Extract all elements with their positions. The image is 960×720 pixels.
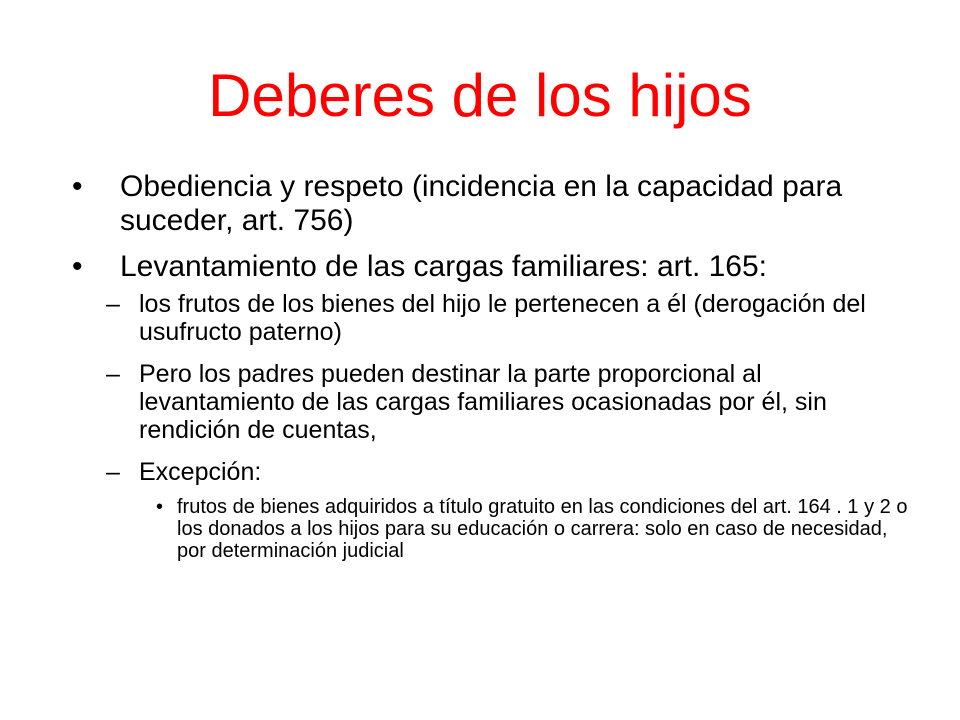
bullet-list bbox=[72, 170, 912, 572]
sub-bullet-item bbox=[106, 458, 912, 486]
dash-marker: – bbox=[106, 290, 120, 318]
bullet-marker: • bbox=[72, 250, 83, 283]
sub-sub-bullet-text: frutos de bienes adquiridos a título gratuito en las condiciones del art. 164 . 1 y 2 o los donados a los hijos para su educación o carrera: solo en caso de necesidad, por determinación judicial bbox=[177, 496, 908, 562]
bullet-marker: • bbox=[72, 170, 83, 203]
bullet-item bbox=[72, 170, 912, 238]
sub-bullet-text: Pero los padres pueden destinar la parte proporcional al levantamiento de las cargas familiares ocasionadas por él, sin rendición de cuentas, bbox=[139, 360, 827, 444]
bullet-text: Obediencia y respeto (incidencia en la capacidad para suceder, art. 756) bbox=[120, 170, 843, 237]
sub-bullet-text: los frutos de los bienes del hijo le pertenecen a él (derogación del usufructo paterno) bbox=[139, 290, 866, 346]
sub-bullet-text: Excepción: bbox=[139, 458, 262, 486]
bullet-marker: • bbox=[156, 496, 164, 518]
sub-bullet-item bbox=[106, 360, 912, 444]
sub-sub-bullet-item bbox=[156, 496, 912, 562]
bullet-text: Levantamiento de las cargas familiares: art. 165: bbox=[120, 250, 768, 283]
dash-marker: – bbox=[106, 360, 120, 388]
slide-title: Deberes de los hijos bbox=[208, 62, 752, 129]
dash-marker: – bbox=[106, 458, 120, 486]
sub-bullet-item bbox=[106, 290, 912, 346]
bullet-item bbox=[72, 250, 912, 284]
